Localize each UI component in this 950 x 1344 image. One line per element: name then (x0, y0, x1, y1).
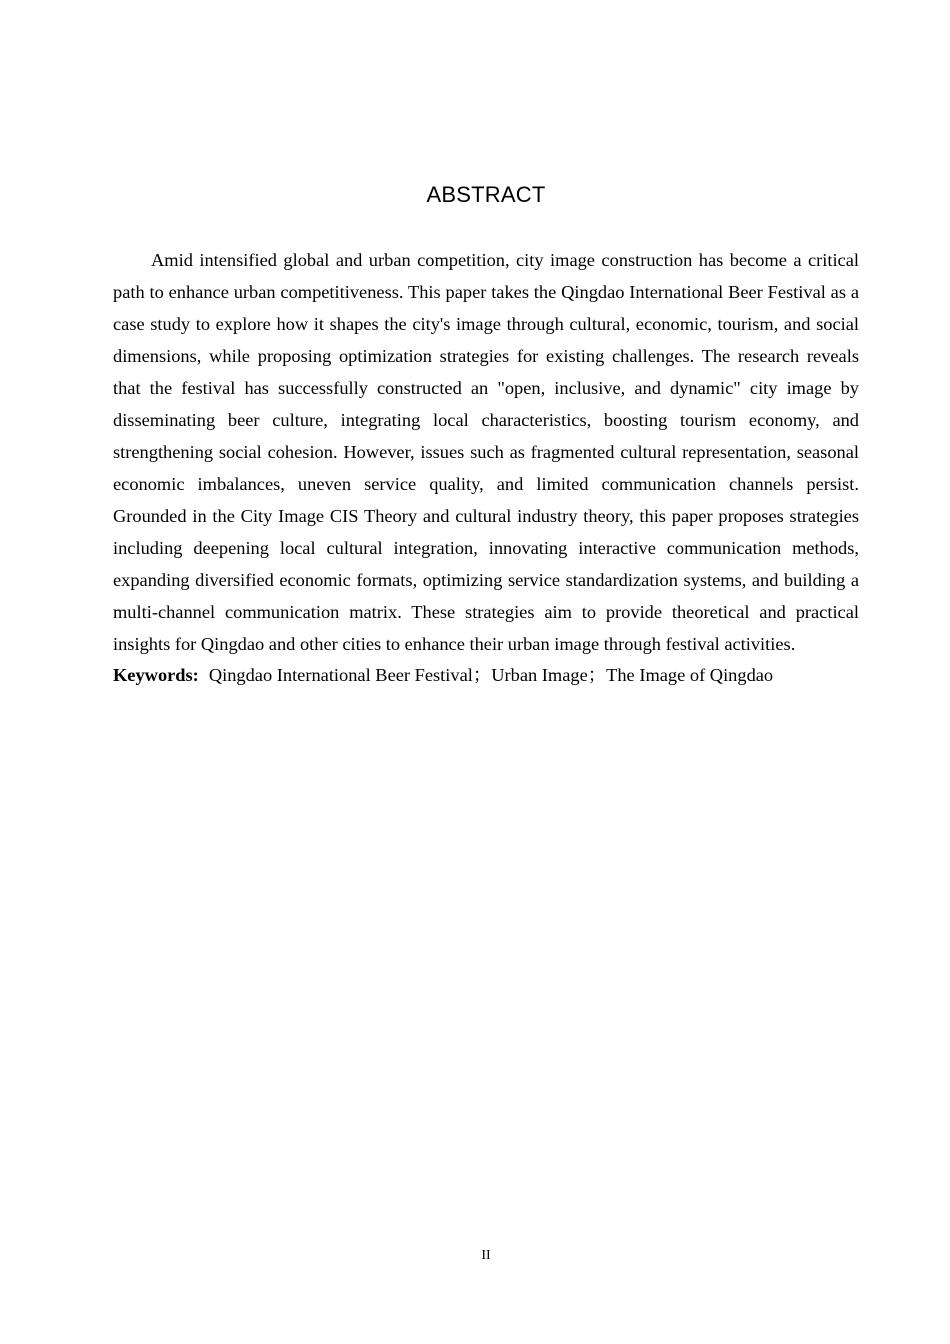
keywords-list: Qingdao International Beer Festival；Urban Image；The Image of Qingdao (208, 665, 774, 685)
keywords-label: Keywords: (113, 665, 199, 685)
abstract-paragraph: Amid intensified global and urban competition, city image construction has become a critical path to enhance urban competitiveness. This paper takes the Qingdao International Beer Festival as a case study to explore how it shapes the city's image through cultural, economic, tourism, and social dimensions, while proposing optimization strategies for existing challenges. The research reveals that the festival has successfully constructed an "open, inclusive, and dynamic" city image by disseminating beer culture, integrating local characteristics, boosting tourism economy, and strengthening social cohesion. However, issues such as fragmented cultural representation, seasonal economic imbalances, uneven service quality, and limited communication channels persist. Grounded in the City Image CIS Theory and cultural industry theory, this paper proposes strategies including deepening local cultural integration, innovating interactive communication methods, expanding diversified economic formats, optimizing service standardization systems, and building a multi-channel communication matrix. These strategies aim to provide theoretical and practical insights for Qingdao and other cities to enhance their urban image through festival activities. (113, 250, 859, 654)
page-number: II (481, 1248, 491, 1263)
keywords-line (113, 659, 873, 691)
page-title: ABSTRACT (426, 182, 546, 207)
